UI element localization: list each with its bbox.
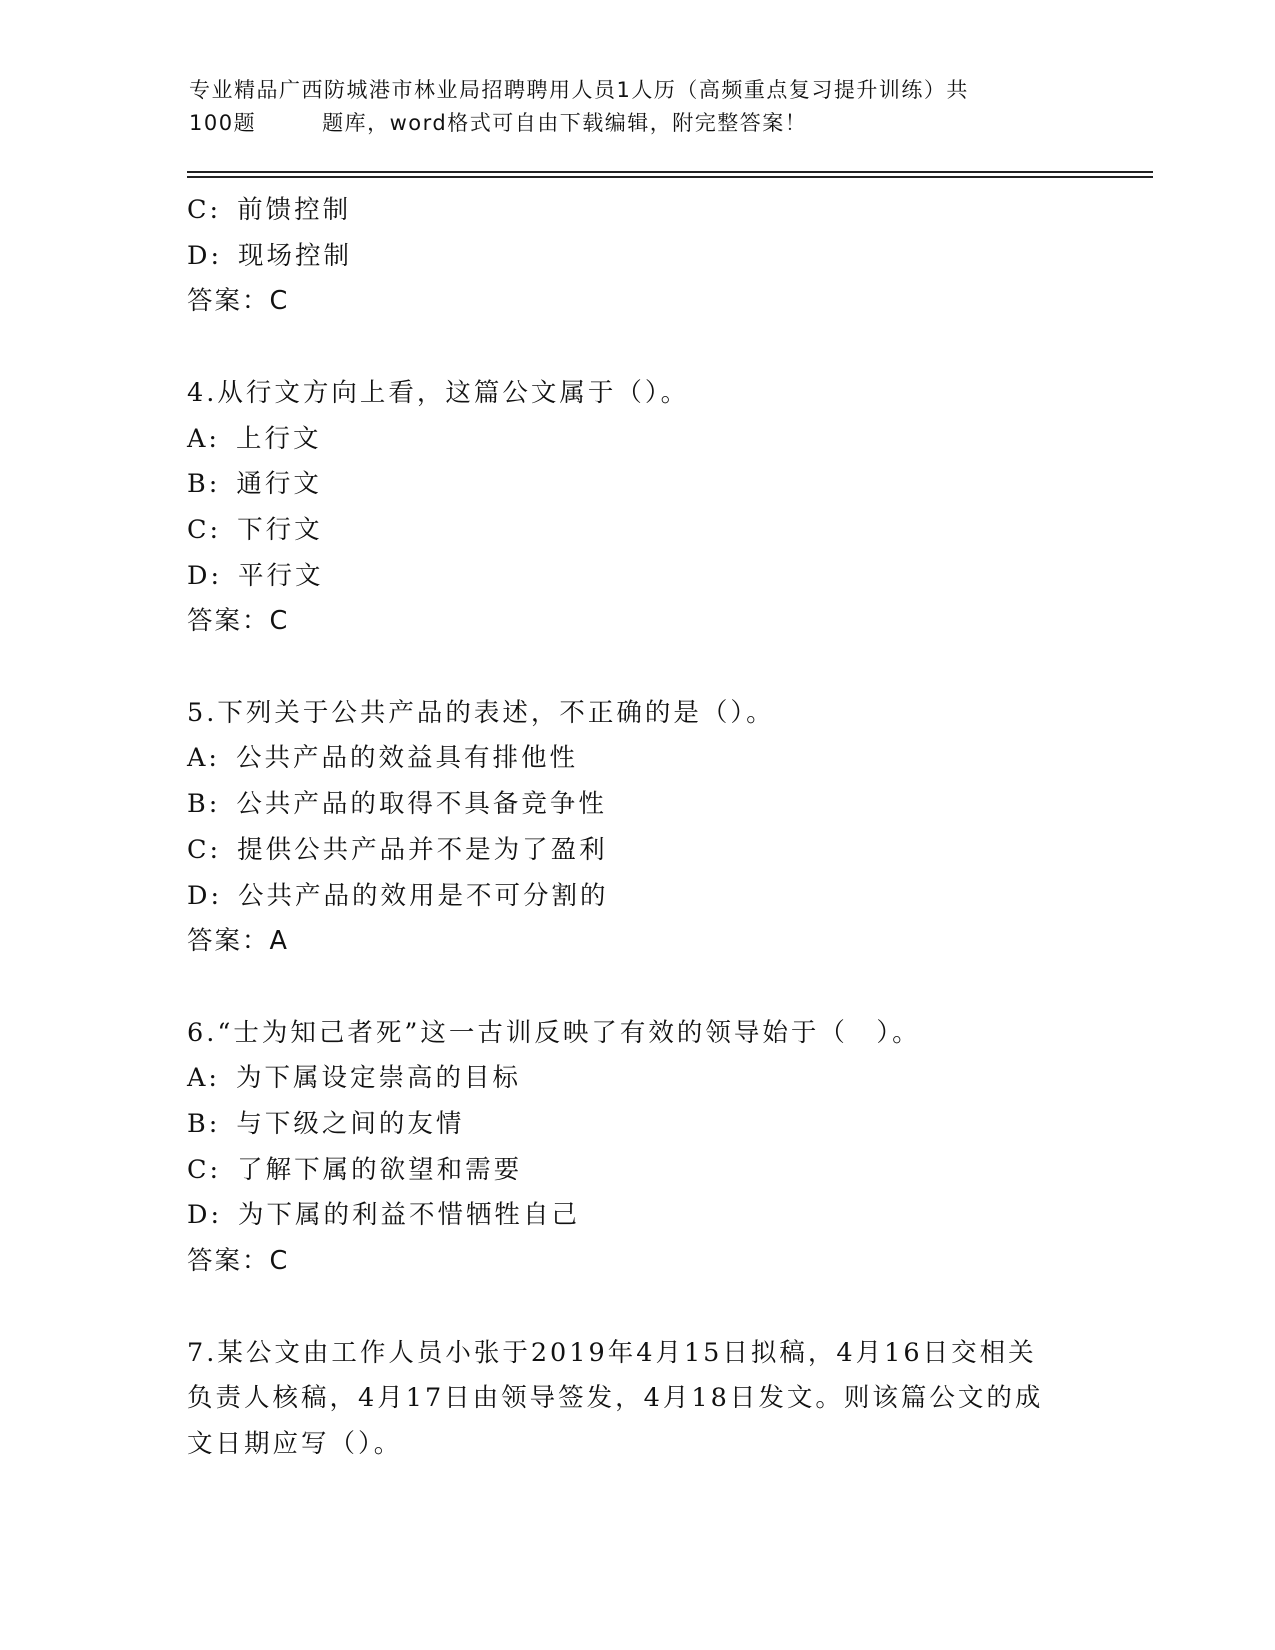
header-line-1: 专业精品广西防城港市林业局招聘聘用人员1人历（高频重点复习提升训练）共 (189, 78, 969, 102)
option-c: C: 提供公共产品并不是为了盈利 (187, 834, 608, 865)
option-d: D: 现场控制 (187, 240, 353, 271)
question-list (187, 188, 1107, 1513)
option-a: A: 公共产品的效益具有排他性 (187, 743, 579, 774)
option-b: B: 公共产品的取得不具备竞争性 (187, 789, 607, 820)
question-stem: 5.下列关于公共产品的表述，不正确的是（）。 (187, 697, 775, 728)
header-description: 题库，word格式可自由下载编辑，附完整答案！ (322, 111, 808, 135)
document-header (189, 74, 1089, 140)
question-7 (187, 1331, 1107, 1468)
question-stem: 4.从行文方向上看，这篇公文属于（）。 (187, 377, 690, 408)
option-c: C: 了解下属的欲望和需要 (187, 1154, 523, 1185)
option-b: B: 通行文 (187, 469, 322, 500)
partial-question (187, 188, 1107, 325)
header-rule-bottom (187, 176, 1153, 178)
question-4 (187, 371, 1107, 645)
question-stem: 6.“士为知己者死”这一古训反映了有效的领导始于（ ）。 (187, 1017, 921, 1048)
header-line-2 (189, 107, 1089, 140)
option-d: D: 平行文 (187, 560, 324, 591)
answer-line: 答案：A (187, 926, 289, 957)
option-a: A: 上行文 (187, 423, 322, 454)
question-stem-line-1: 7.某公文由工作人员小张于2019年4月15日拟稿，4月16日交相关 (187, 1337, 1037, 1368)
option-c: C: 前馈控制 (187, 195, 352, 225)
answer-line: 答案：C (187, 606, 290, 637)
answer-line: 答案：C (187, 1246, 290, 1277)
option-a: A: 为下属设定崇高的目标 (187, 1063, 522, 1094)
option-b: B: 与下级之间的友情 (187, 1109, 465, 1140)
question-stem-line-3: 文日期应写（）。 (187, 1428, 403, 1459)
option-d: D: 为下属的利益不惜牺牲自己 (187, 1200, 581, 1231)
option-d: D: 公共产品的效用是不可分割的 (187, 880, 609, 911)
option-c: C: 下行文 (187, 514, 323, 545)
question-6 (187, 1011, 1107, 1285)
question-5 (187, 691, 1107, 965)
answer-line: 答案：C (187, 286, 290, 317)
header-rule-top (187, 171, 1153, 173)
header-count: 100题 (189, 111, 257, 135)
question-stem-line-2: 负责人核稿，4月17日由领导签发，4月18日发文。则该篇公文的成 (187, 1383, 1044, 1414)
